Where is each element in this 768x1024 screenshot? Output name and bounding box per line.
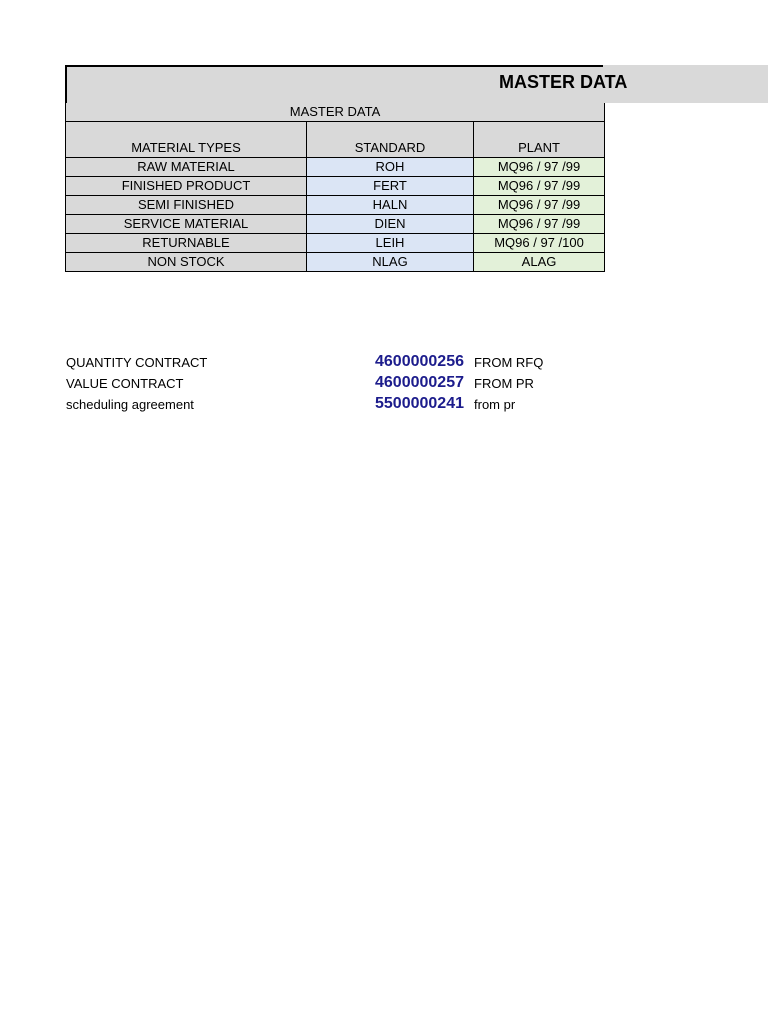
header-standard: STANDARD [307,122,474,158]
banner-title: MASTER DATA [499,72,628,92]
plant-cell: MQ96 / 97 /99 [474,215,605,234]
standard-cell: FERT [307,177,474,196]
table-row [66,253,605,272]
table-row [66,215,605,234]
table-title: MASTER DATA [66,103,605,122]
table-row [66,234,605,253]
header-plant: PLANT [474,122,605,158]
standard-cell: HALN [307,196,474,215]
plant-cell: MQ96 / 97 /99 [474,196,605,215]
material-type-cell: SEMI FINISHED [66,196,307,215]
table-header-row [66,122,605,158]
standard-cell: ROH [307,158,474,177]
contract-source: FROM RFQ [474,355,544,370]
table-row [66,158,605,177]
contracts-list [66,352,566,415]
material-type-cell: SERVICE MATERIAL [66,215,307,234]
contract-row [66,394,566,415]
standard-cell: NLAG [307,253,474,272]
contract-number: 4600000256 [375,353,464,370]
table-title-row [66,103,605,122]
material-type-cell: RAW MATERIAL [66,158,307,177]
master-data-banner [65,65,768,103]
material-type-cell: RETURNABLE [66,234,307,253]
contract-source: from pr [474,397,516,412]
contract-source: FROM PR [474,376,534,391]
table-row [66,196,605,215]
contract-label: VALUE CONTRACT [66,376,184,391]
plant-cell: MQ96 / 97 /99 [474,177,605,196]
contract-row [66,373,566,394]
material-type-cell: FINISHED PRODUCT [66,177,307,196]
table-row [66,177,605,196]
material-type-cell: NON STOCK [66,253,307,272]
contract-label: QUANTITY CONTRACT [66,355,208,370]
standard-cell: DIEN [307,215,474,234]
plant-cell: MQ96 / 97 /100 [474,234,605,253]
plant-cell: ALAG [474,253,605,272]
contract-number: 4600000257 [375,374,464,391]
plant-cell: MQ96 / 97 /99 [474,158,605,177]
contract-label: scheduling agreement [66,397,194,412]
master-data-table [65,103,605,272]
contract-number: 5500000241 [375,395,464,412]
contract-row [66,352,566,373]
header-material-types: MATERIAL TYPES [66,122,307,158]
standard-cell: LEIH [307,234,474,253]
